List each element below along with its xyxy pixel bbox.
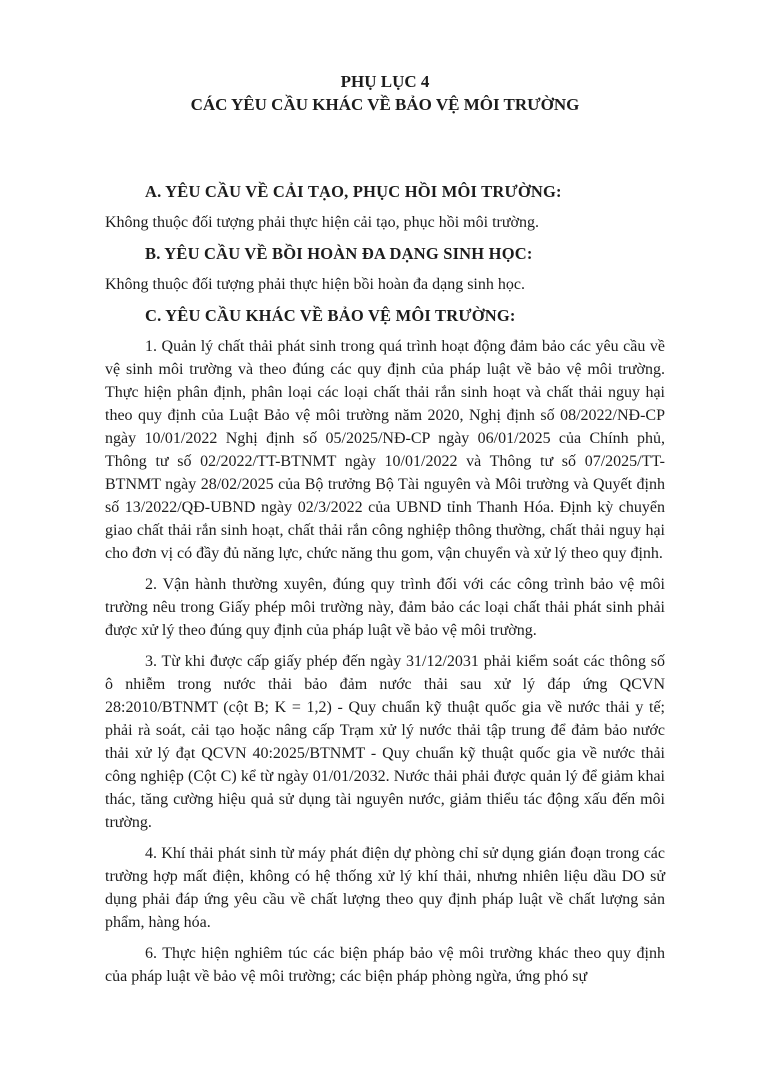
section-c-paragraph-1: 1. Quản lý chất thải phát sinh trong quá trình hoạt động đảm bảo các yêu cầu về vệ sinh môi trường và theo đúng các quy định của pháp luật về bảo vệ môi trường. Thực hiện phân định, phân loại các loại chất thải rắn sinh hoạt và chất thải nguy hại theo quy định của Luật Bảo vệ môi trường năm 2020, Nghị định số 08/2022/NĐ-CP ngày 10/01/2022 Nghị định số 05/2025/NĐ-CP ngày 06/01/2025 của Chính phủ, Thông tư số 02/2022/TT-BTNMT ngày 10/01/2022 và Thông tư số 07/2025/TT-BTNMT ngày 28/02/2025 của Bộ trưởng Bộ Tài nguyên và Môi trường và Quyết định số 13/2022/QĐ-UBND ngày 02/3/2022 của UBND tỉnh Thanh Hóa. Định kỳ chuyển giao chất thải rắn sinh hoạt, chất thải rắn công nghiệp thông thường, chất thải nguy hại cho đơn vị có đầy đủ năng lực, chức năng thu gom, vận chuyển và xử lý theo quy định. xyxy=(105,338,665,562)
section-c-paragraph-3: 3. Từ khi được cấp giấy phép đến ngày 31/12/2031 phải kiểm soát các thông số ô nhiễm trong nước thải bảo đảm nước thải sau xử lý đáp ứng QCVN 28:2010/BTNMT (cột B; K = 1,2) - Quy chuẩn kỹ thuật quốc gia về nước thải y tế; phải rà soát, cải tạo hoặc nâng cấp Trạm xử lý nước thải tập trung để đảm bảo nước thải xử lý đạt QCVN 40:2025/BTNMT - Quy chuẩn kỹ thuật quốc gia về nước thải công nghiệp (Cột C) kể từ ngày 01/01/2032. Nước thải phải được quản lý để giảm khai thác, tăng cường hiệu quả sử dụng tài nguyên nước, giảm thiểu tác động xấu đến môi trường. xyxy=(105,653,665,831)
section-a-body: Không thuộc đối tượng phải thực hiện cải tạo, phục hồi môi trường. xyxy=(105,214,539,231)
section-b-heading: B. YÊU CẦU VỀ BỒI HOÀN ĐA DẠNG SINH HỌC: xyxy=(145,244,533,263)
section-a-heading: A. YÊU CẦU VỀ CẢI TẠO, PHỤC HỒI MÔI TRƯỜNG: xyxy=(145,182,562,201)
document-title xyxy=(105,70,665,116)
section-c-paragraph-6: 6. Thực hiện nghiêm túc các biện pháp bảo vệ môi trường khác theo quy định của pháp luật về bảo vệ môi trường; các biện pháp phòng ngừa, ứng phó sự xyxy=(105,945,665,985)
appendix-number: PHỤ LỤC 4 xyxy=(340,72,430,91)
appendix-title: CÁC YÊU CẦU KHÁC VỀ BẢO VỆ MÔI TRƯỜNG xyxy=(190,95,580,114)
section-b-body: Không thuộc đối tượng phải thực hiện bồi hoàn đa dạng sinh học. xyxy=(105,276,525,293)
section-c-paragraph-4: 4. Khí thải phát sinh từ máy phát điện dự phòng chỉ sử dụng gián đoạn trong các trường hợp mất điện, không có hệ thống xử lý khí thải, nhưng nhiên liệu dầu DO sử dụng phải đáp ứng yêu cầu về chất lượng theo quy định pháp luật về chất lượng sản phẩm, hàng hóa. xyxy=(105,845,665,931)
section-c-paragraph-2: 2. Vận hành thường xuyên, đúng quy trình đối với các công trình bảo vệ môi trường nêu trong Giấy phép môi trường này, đảm bảo các loại chất thải phát sinh phải được xử lý theo đúng quy định của pháp luật về bảo vệ môi trường. xyxy=(105,576,665,639)
section-c-heading: C. YÊU CẦU KHÁC VỀ BẢO VỆ MÔI TRƯỜNG: xyxy=(145,306,516,325)
